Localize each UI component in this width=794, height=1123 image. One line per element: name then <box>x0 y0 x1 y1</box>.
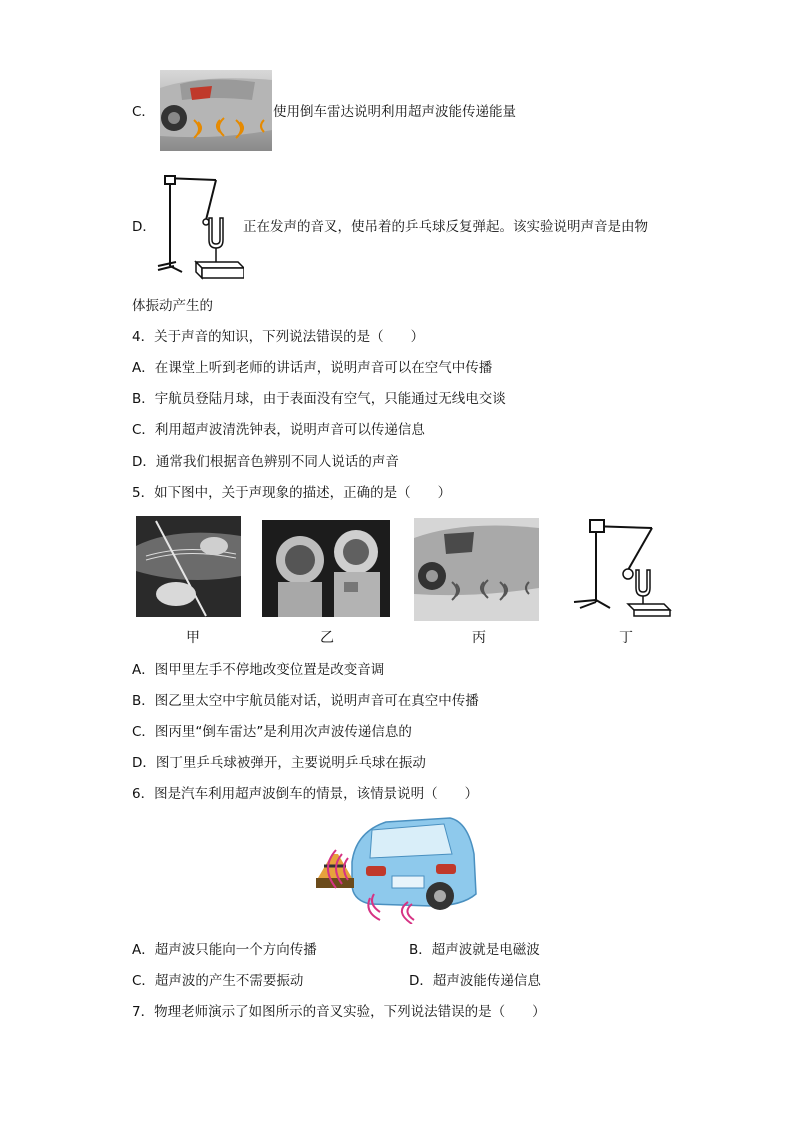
q4-option-c: C．利用超声波清洗钟表，说明声音可以传递信息 <box>132 422 425 438</box>
q6-option-b: B．超声波就是电磁波 <box>409 942 540 958</box>
car-radar-image <box>414 518 539 621</box>
q4-option-b: B．宇航员登陆月球，由于表面没有空气，只能通过无线电交谈 <box>132 391 506 407</box>
q3-option-c-letter: C． <box>132 104 155 120</box>
caption-yi: 乙 <box>320 630 334 646</box>
astronauts-image <box>262 520 390 617</box>
tuning-fork-pingpong-image <box>154 170 244 280</box>
car-rear-radar-image <box>160 70 272 151</box>
violin-image <box>136 516 241 617</box>
q5-option-b: B．图乙里太空中宇航员能对话，说明声音可在真空中传播 <box>132 693 479 709</box>
q3-option-d-text-continued: 体振动产生的 <box>132 298 213 314</box>
q5-stem: 5．如下图中，关于声现象的描述，正确的是（ ） <box>132 485 452 501</box>
caption-jia: 甲 <box>186 630 200 646</box>
q5-option-d: D．图丁里乒乓球被弹开，主要说明乒乓球在振动 <box>132 755 426 771</box>
q7-stem: 7．物理老师演示了如图所示的音叉实验，下列说法错误的是（ ） <box>132 1004 546 1020</box>
caption-bing: 丙 <box>472 630 486 646</box>
q6-option-a: A．超声波只能向一个方向传播 <box>132 942 317 958</box>
q3-option-c-text: 使用倒车雷达说明利用超声波能传递能量 <box>273 104 516 120</box>
q3-option-d-letter: D． <box>132 219 156 235</box>
car-ultrasonic-image <box>312 814 482 924</box>
q4-option-a: A．在课堂上听到老师的讲话声，说明声音可以在空气中传播 <box>132 360 493 376</box>
q4-option-d: D．通常我们根据音色辨别不同人说话的声音 <box>132 454 399 470</box>
caption-ding: 丁 <box>619 630 633 646</box>
q5-option-c: C．图丙里“倒车雷达”是利用次声波传递信息的 <box>132 724 412 740</box>
q5-option-a: A．图甲里左手不停地改变位置是改变音调 <box>132 662 385 678</box>
q6-stem: 6．图是汽车利用超声波倒车的情景，该情景说明（ ） <box>132 786 479 802</box>
tuning-fork-image <box>566 516 672 617</box>
q3-option-d-text: 正在发声的音叉，使吊着的乒乓球反复弹起。该实验说明声音是由物 <box>243 219 648 235</box>
q4-stem: 4．关于声音的知识，下列说法错误的是（ ） <box>132 329 425 345</box>
q6-option-d: D．超声波能传递信息 <box>409 973 541 989</box>
q6-option-c: C．超声波的产生不需要振动 <box>132 973 304 989</box>
